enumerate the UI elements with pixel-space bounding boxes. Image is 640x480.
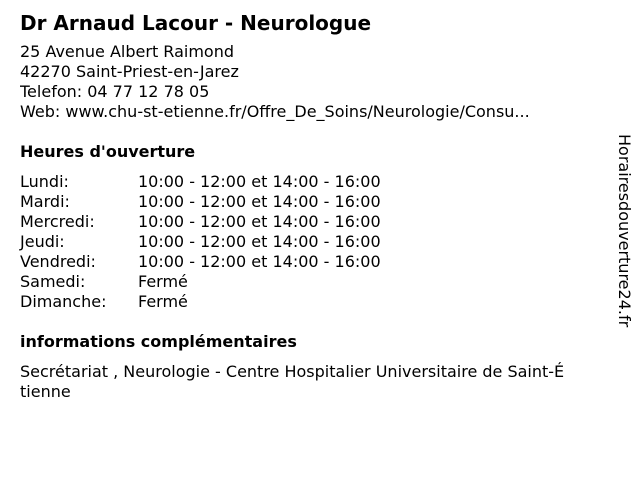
hours-row-friday: [20, 252, 381, 272]
additional-info-line-1: Secrétariat , Neurologie - Centre Hospitalier Universitaire de Saint-É: [20, 362, 565, 381]
hours-row-wednesday: [20, 212, 381, 232]
day-label: Jeudi:: [20, 232, 65, 251]
hours-row-tuesday: [20, 192, 381, 212]
address-line-1: 25 Avenue Albert Raimond: [20, 42, 234, 61]
website-link[interactable]: Web: www.chu-st-etienne.fr/Offre_De_Soins/Neurologie/Consu...: [20, 102, 530, 121]
day-label: Mardi:: [20, 192, 70, 211]
hours-row-monday: [20, 172, 381, 192]
opening-hours-card: [20, 10, 610, 402]
day-hours: 10:00 - 12:00 et 14:00 - 16:00: [138, 172, 381, 191]
phone-number: Telefon: 04 77 12 78 05: [20, 82, 210, 101]
day-label: Mercredi:: [20, 212, 95, 231]
day-hours: 10:00 - 12:00 et 14:00 - 16:00: [138, 252, 381, 271]
hours-row-sunday: [20, 292, 381, 312]
additional-info-text: [20, 362, 620, 402]
hours-row-saturday: [20, 272, 381, 292]
additional-info-line-2: tienne: [20, 382, 71, 401]
address-line-2: 42270 Saint-Priest-en-Jarez: [20, 62, 239, 81]
day-label: Lundi:: [20, 172, 69, 191]
day-hours: 10:00 - 12:00 et 14:00 - 16:00: [138, 212, 381, 231]
day-hours: Fermé: [138, 272, 188, 291]
hours-row-thursday: [20, 232, 381, 252]
opening-hours-table: [20, 172, 381, 312]
day-label: Dimanche:: [20, 292, 107, 311]
day-label: Vendredi:: [20, 252, 96, 271]
page-title: Dr Arnaud Lacour - Neurologue: [20, 11, 372, 35]
opening-hours-heading: Heures d'ouverture: [20, 142, 196, 161]
day-label: Samedi:: [20, 272, 86, 291]
day-hours: 10:00 - 12:00 et 14:00 - 16:00: [138, 232, 381, 251]
day-hours: Fermé: [138, 292, 188, 311]
site-watermark: Horairesdouverture24.fr: [615, 134, 634, 328]
additional-info-heading: informations complémentaires: [20, 332, 297, 351]
day-hours: 10:00 - 12:00 et 14:00 - 16:00: [138, 192, 381, 211]
